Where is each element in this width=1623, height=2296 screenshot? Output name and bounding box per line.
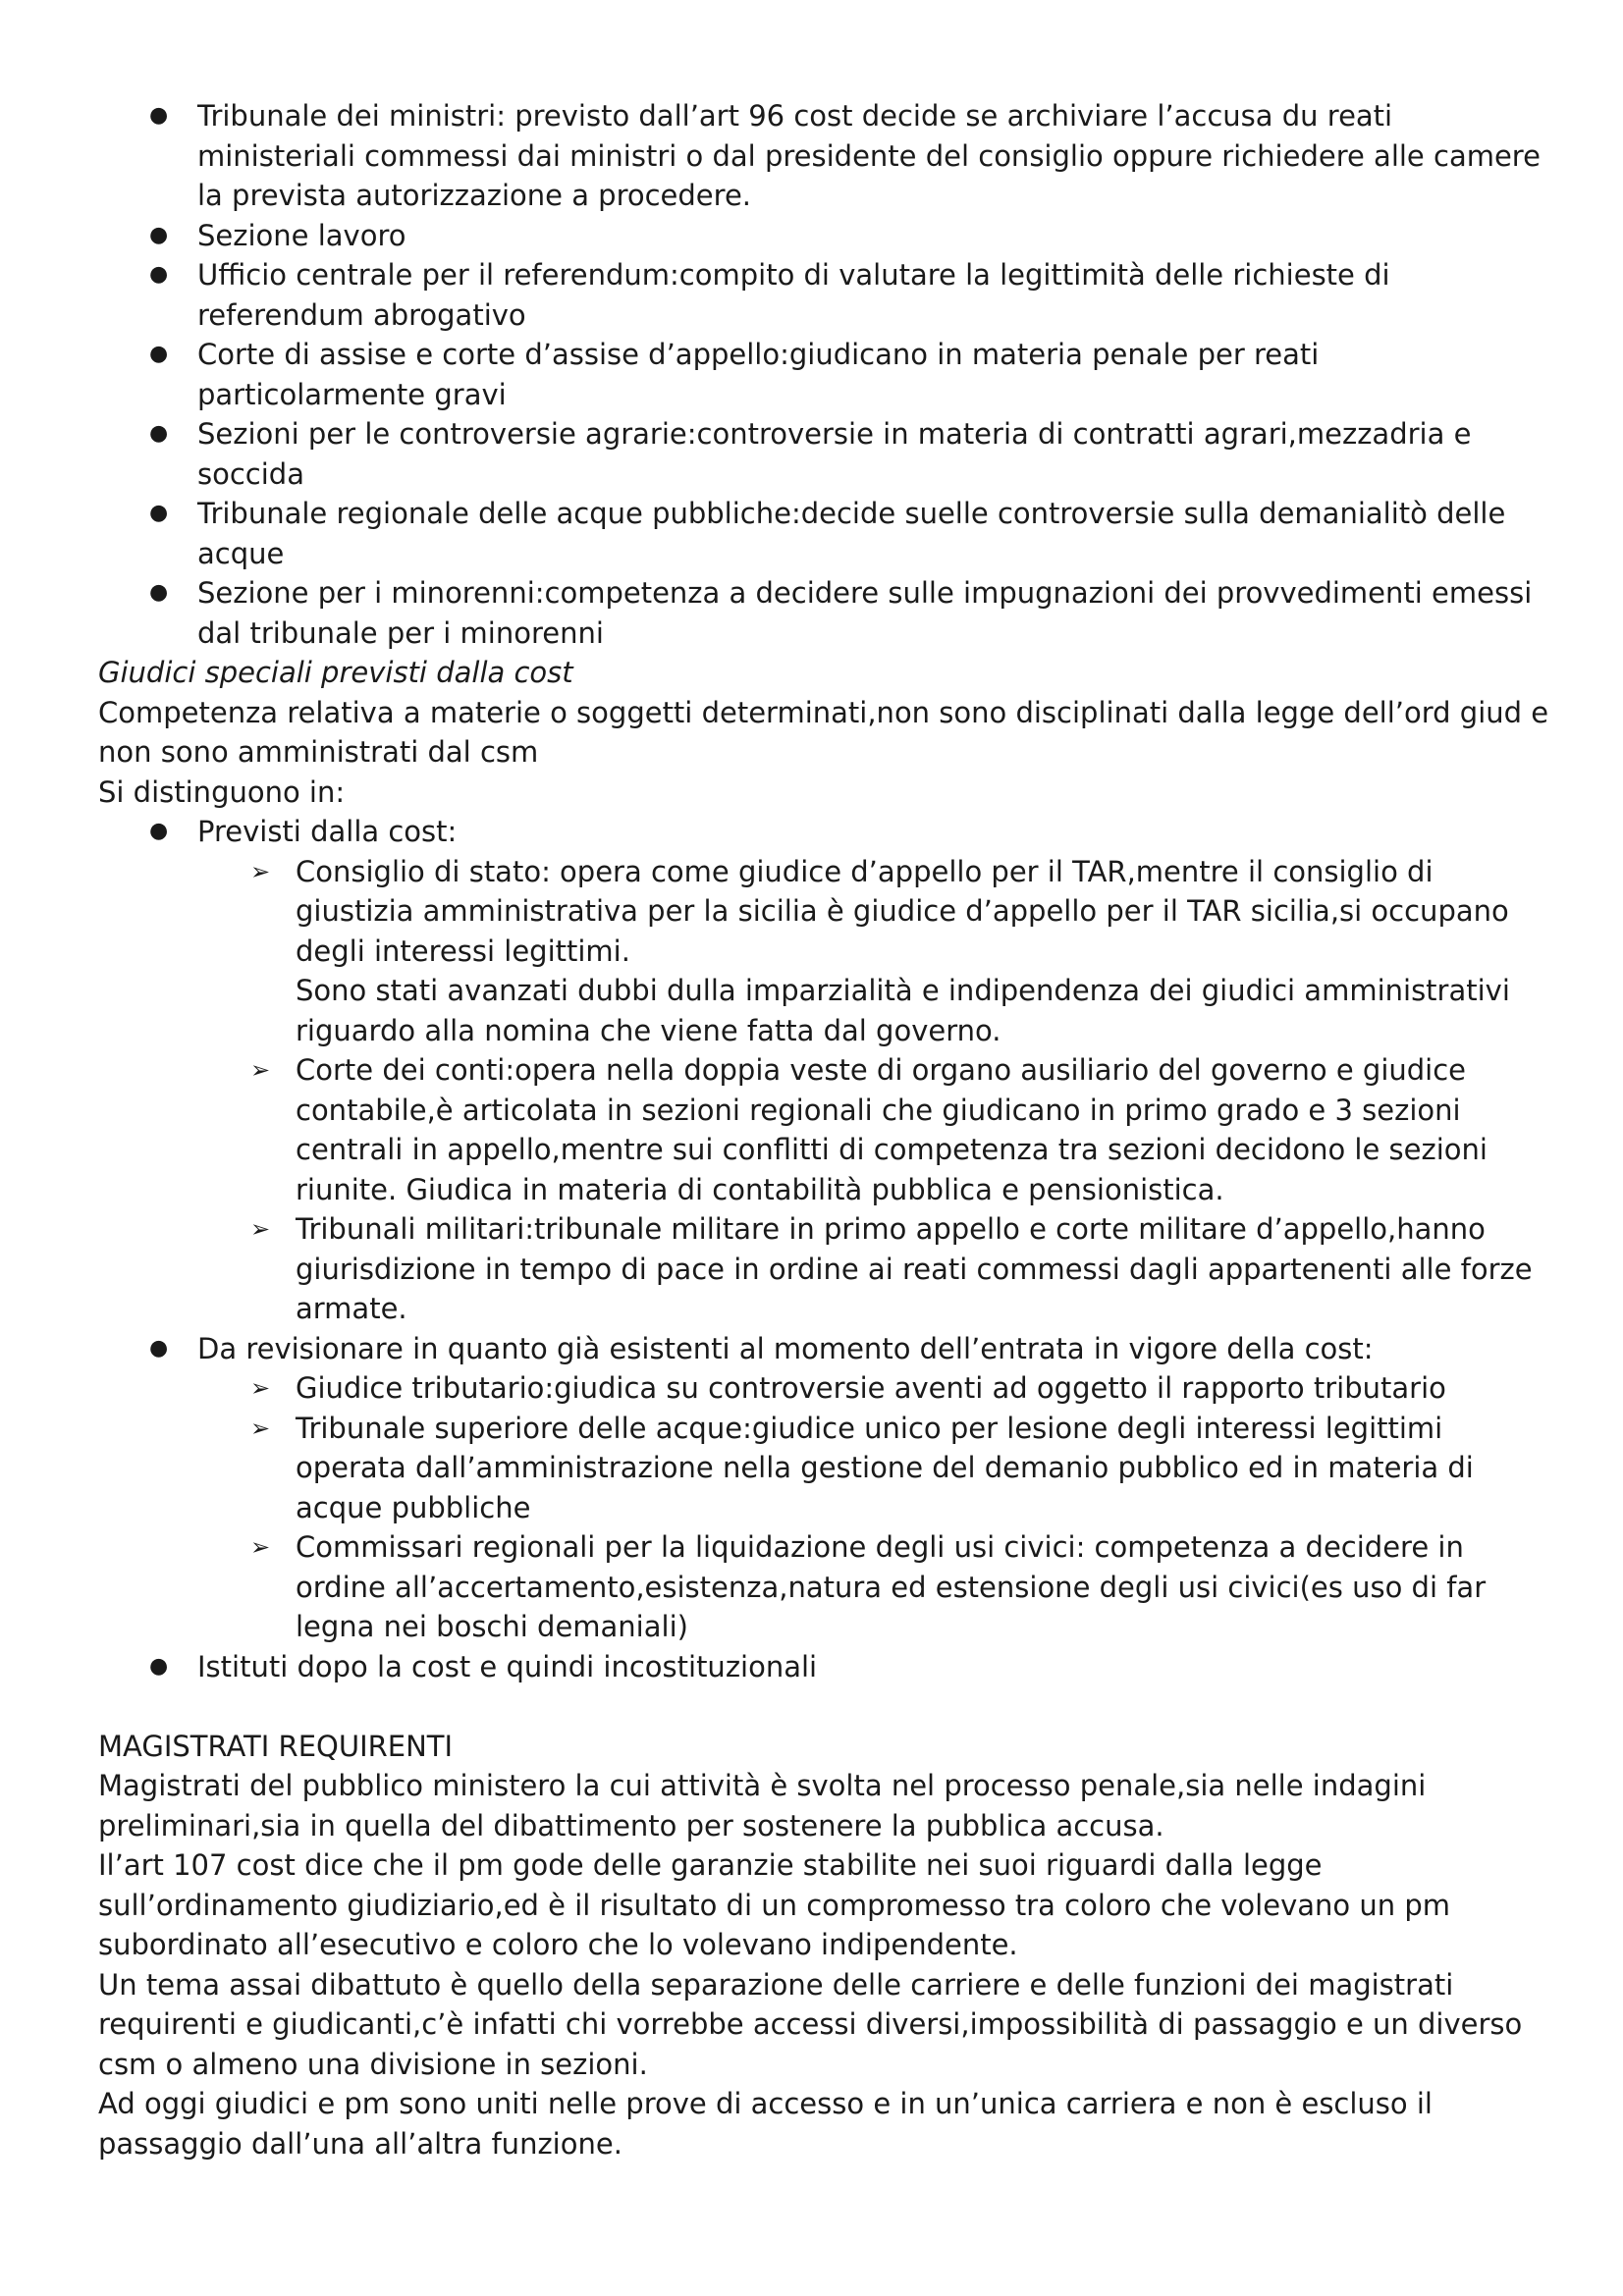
list-item: ● Tribunale dei ministri: previsto dall’art 96 cost decide se archiviare l’accusa du reati ministeriali commessi dai ministri o dal presidente del consiglio oppure richiedere alle camere la prevista autorizzazione a procedere. — [98, 96, 1551, 216]
categorie-list — [98, 812, 1551, 1686]
paragraph: Magistrati del pubblico ministero la cui attività è svolta nel processo penale,sia nelle indagini preliminari,sia in quella del dibattimento per sostenere la pubblica accusa. — [98, 1769, 1427, 1842]
bullet-icon: ● — [149, 1335, 169, 1361]
paragraph: Ad oggi giudici e pm sono uniti nelle prove di accesso e in un’unica carriera e non è escluso il passaggio dall’una all’altra funzione. — [98, 2087, 1433, 2161]
list-item: ● Tribunale regionale delle acque pubbliche:decide suelle controversie sulla demanialitò delle acque — [98, 494, 1551, 573]
item-note: Sono stati avanzati dubbi dulla imparzialità e indipendenza dei giudici amministrativi riguardo alla nomina che viene fatta dal governo. — [296, 974, 1510, 1047]
bullet-icon: ● — [149, 342, 169, 366]
list-item: ● Sezione lavoro — [98, 216, 1551, 256]
bullet-icon: ● — [149, 1653, 169, 1679]
sub-list-item: ➢ Consiglio di stato: opera come giudice d’appello per il TAR,mentre il consiglio di giustizia amministrativa per la sicilia è giudice d’appello per il TAR sicilia,si occupano degli interessi legittimi. Sono stati avanzati dubbi dulla imparzialità e indipendenza dei giudici amministrativi riguardo alla nomina che viene fatta dal governo. — [197, 852, 1551, 1051]
arrow-bullet-icon: ➢ — [250, 1215, 271, 1243]
sub-list-item: ➢ Tribunali militari:tribunale militare in primo appello e corte militare d’appello,hanno giurisdizione in tempo di pace in ordine ai reati commessi dagli appartenenti alle forze armate. — [197, 1209, 1551, 1329]
blank-line — [98, 1686, 1551, 1727]
bullet-icon: ● — [149, 819, 169, 843]
organi-list — [98, 96, 1551, 653]
bullet-icon: ● — [149, 262, 169, 287]
sub-list-item: ➢ Commissari regionali per la liquidazione degli usi civici: competenza a decidere in ordine all’accertamento,esistenza,natura ed estensione degli usi civici(es uso di far legna nei boschi demaniali) — [197, 1527, 1551, 1647]
revisionare-sublist — [197, 1368, 1551, 1647]
bullet-icon: ● — [149, 222, 169, 247]
arrow-bullet-icon: ➢ — [250, 1374, 271, 1402]
section-heading-giudici-speciali: Giudici speciali previsti dalla cost — [98, 656, 573, 689]
list-item: ● Ufficio centrale per il referendum:compito di valutare la legittimità delle richieste di referendum abrogativo — [98, 255, 1551, 335]
list-item: ● Sezione per i minorenni:competenza a decidere sulle impugnazioni dei provvedimenti emessi dal tribunale per i minorenni — [98, 573, 1551, 653]
document-page — [98, 96, 1551, 2163]
list-item: ● Corte di assise e corte d’assise d’appello:giudicano in materia penale per reati particolarmente gravi — [98, 335, 1551, 414]
bullet-icon: ● — [149, 501, 169, 525]
list-item-istituti: ● Istituti dopo la cost e quindi incostituzionali — [98, 1647, 1551, 1687]
sub-list-item: ➢ Corte dei conti:opera nella doppia veste di organo ausiliario del governo e giudice contabile,è articolata in sezioni regionali che giudicano in primo grado e 3 sezioni centrali in appello,mentre sui conflitti di competenza tra sezioni decidono le sezioni riunite. Giudica in materia di contabilità pubblica e pensionistica. — [197, 1050, 1551, 1209]
paragraph: Il’art 107 cost dice che il pm gode delle garanzie stabilite nei suoi riguardi dalla legge sull’ordinamento giudiziario,ed è il risultato di un compromesso tra coloro che volevano un pm subordinato all’esecutivo e coloro che lo volevano indipendente. — [98, 1848, 1450, 1961]
paragraph-distinguono: Si distinguono in: — [98, 774, 346, 809]
list-item-previsti: ● Previsti dalla cost: ➢ Consiglio di stato: opera come giudice d’appello per il TAR,mentre il consiglio di giustizia amministrativa per la sicilia è giudice d’appello per il TAR sicilia,si occupano degli interessi legittimi. Sono stati avanzati dubbi dulla imparzialità e indipendenza dei giudici amministrativi riguardo alla nomina che viene fatta dal governo. ➢ Corte dei conti:opera nella doppia veste di organo ausiliario del governo e giudice contabile,è articolata in sezioni regionali che giudicano in primo grado e 3 sezioni centrali in appello,mentre sui conflitti di competenza tra sezioni decidono le sezioni riunite. Giudica in materia di contabilità pubblica e pensionistica. ➢ Tribunali militari:tribunale militare in primo appello e corte militare d’appello,hanno giurisdizione in tempo di pace in ordine ai reati commessi dagli appartenenti alle forze armate. — [98, 812, 1551, 1329]
paragraph-competenza: Competenza relativa a materie o soggetti determinati,non sono disciplinati dalla legge dell’ord giud e non sono amministrati dal csm — [98, 695, 1549, 769]
arrow-bullet-icon: ➢ — [250, 1056, 271, 1084]
paragraph: Un tema assai dibattuto è quello della separazione delle carriere e delle funzioni dei magistrati requirenti e giudicanti,c’è infatti chi vorrebbe accessi diversi,impossibilità di passaggio e un diverso csm o almeno una divisione in sezioni. — [98, 1967, 1523, 2081]
sub-list-item: ➢ Giudice tributario:giudica su controversie aventi ad oggetto il rapporto tributario — [197, 1368, 1551, 1409]
list-item: ● Sezioni per le controversie agrarie:controversie in materia di contratti agrari,mezzadria e soccida — [98, 414, 1551, 494]
bullet-icon: ● — [149, 103, 169, 128]
arrow-bullet-icon: ➢ — [250, 1533, 271, 1561]
bullet-icon: ● — [149, 580, 169, 605]
list-item-revisionare: ● Da revisionare in quanto già esistenti al momento dell’entrata in vigore della cost: ➢ Giudice tributario:giudica su controversie aventi ad oggetto il rapporto tributario ➢ Tribunale superiore delle acque:giudice unico per lesione degli interessi legittimi operata dall’amministrazione nella gestione del demanio pubblico ed in materia di acque pubbliche ➢ Commissari regionali per la liquidazione degli usi civici: competenza a decidere in ordine all’accertamento,esistenza,natura ed estensione degli usi civici(es uso di far legna nei boschi demaniali) — [98, 1329, 1551, 1647]
bullet-icon: ● — [149, 421, 169, 446]
arrow-bullet-icon: ➢ — [250, 1414, 271, 1442]
sub-list-item: ➢ Tribunale superiore delle acque:giudice unico per lesione degli interessi legittimi operata dall’amministrazione nella gestione del demanio pubblico ed in materia di acque pubbliche — [197, 1409, 1551, 1528]
previsti-sublist — [197, 852, 1551, 1329]
arrow-bullet-icon: ➢ — [250, 857, 271, 885]
section-heading-magistrati: MAGISTRATI REQUIRENTI — [98, 1729, 454, 1763]
